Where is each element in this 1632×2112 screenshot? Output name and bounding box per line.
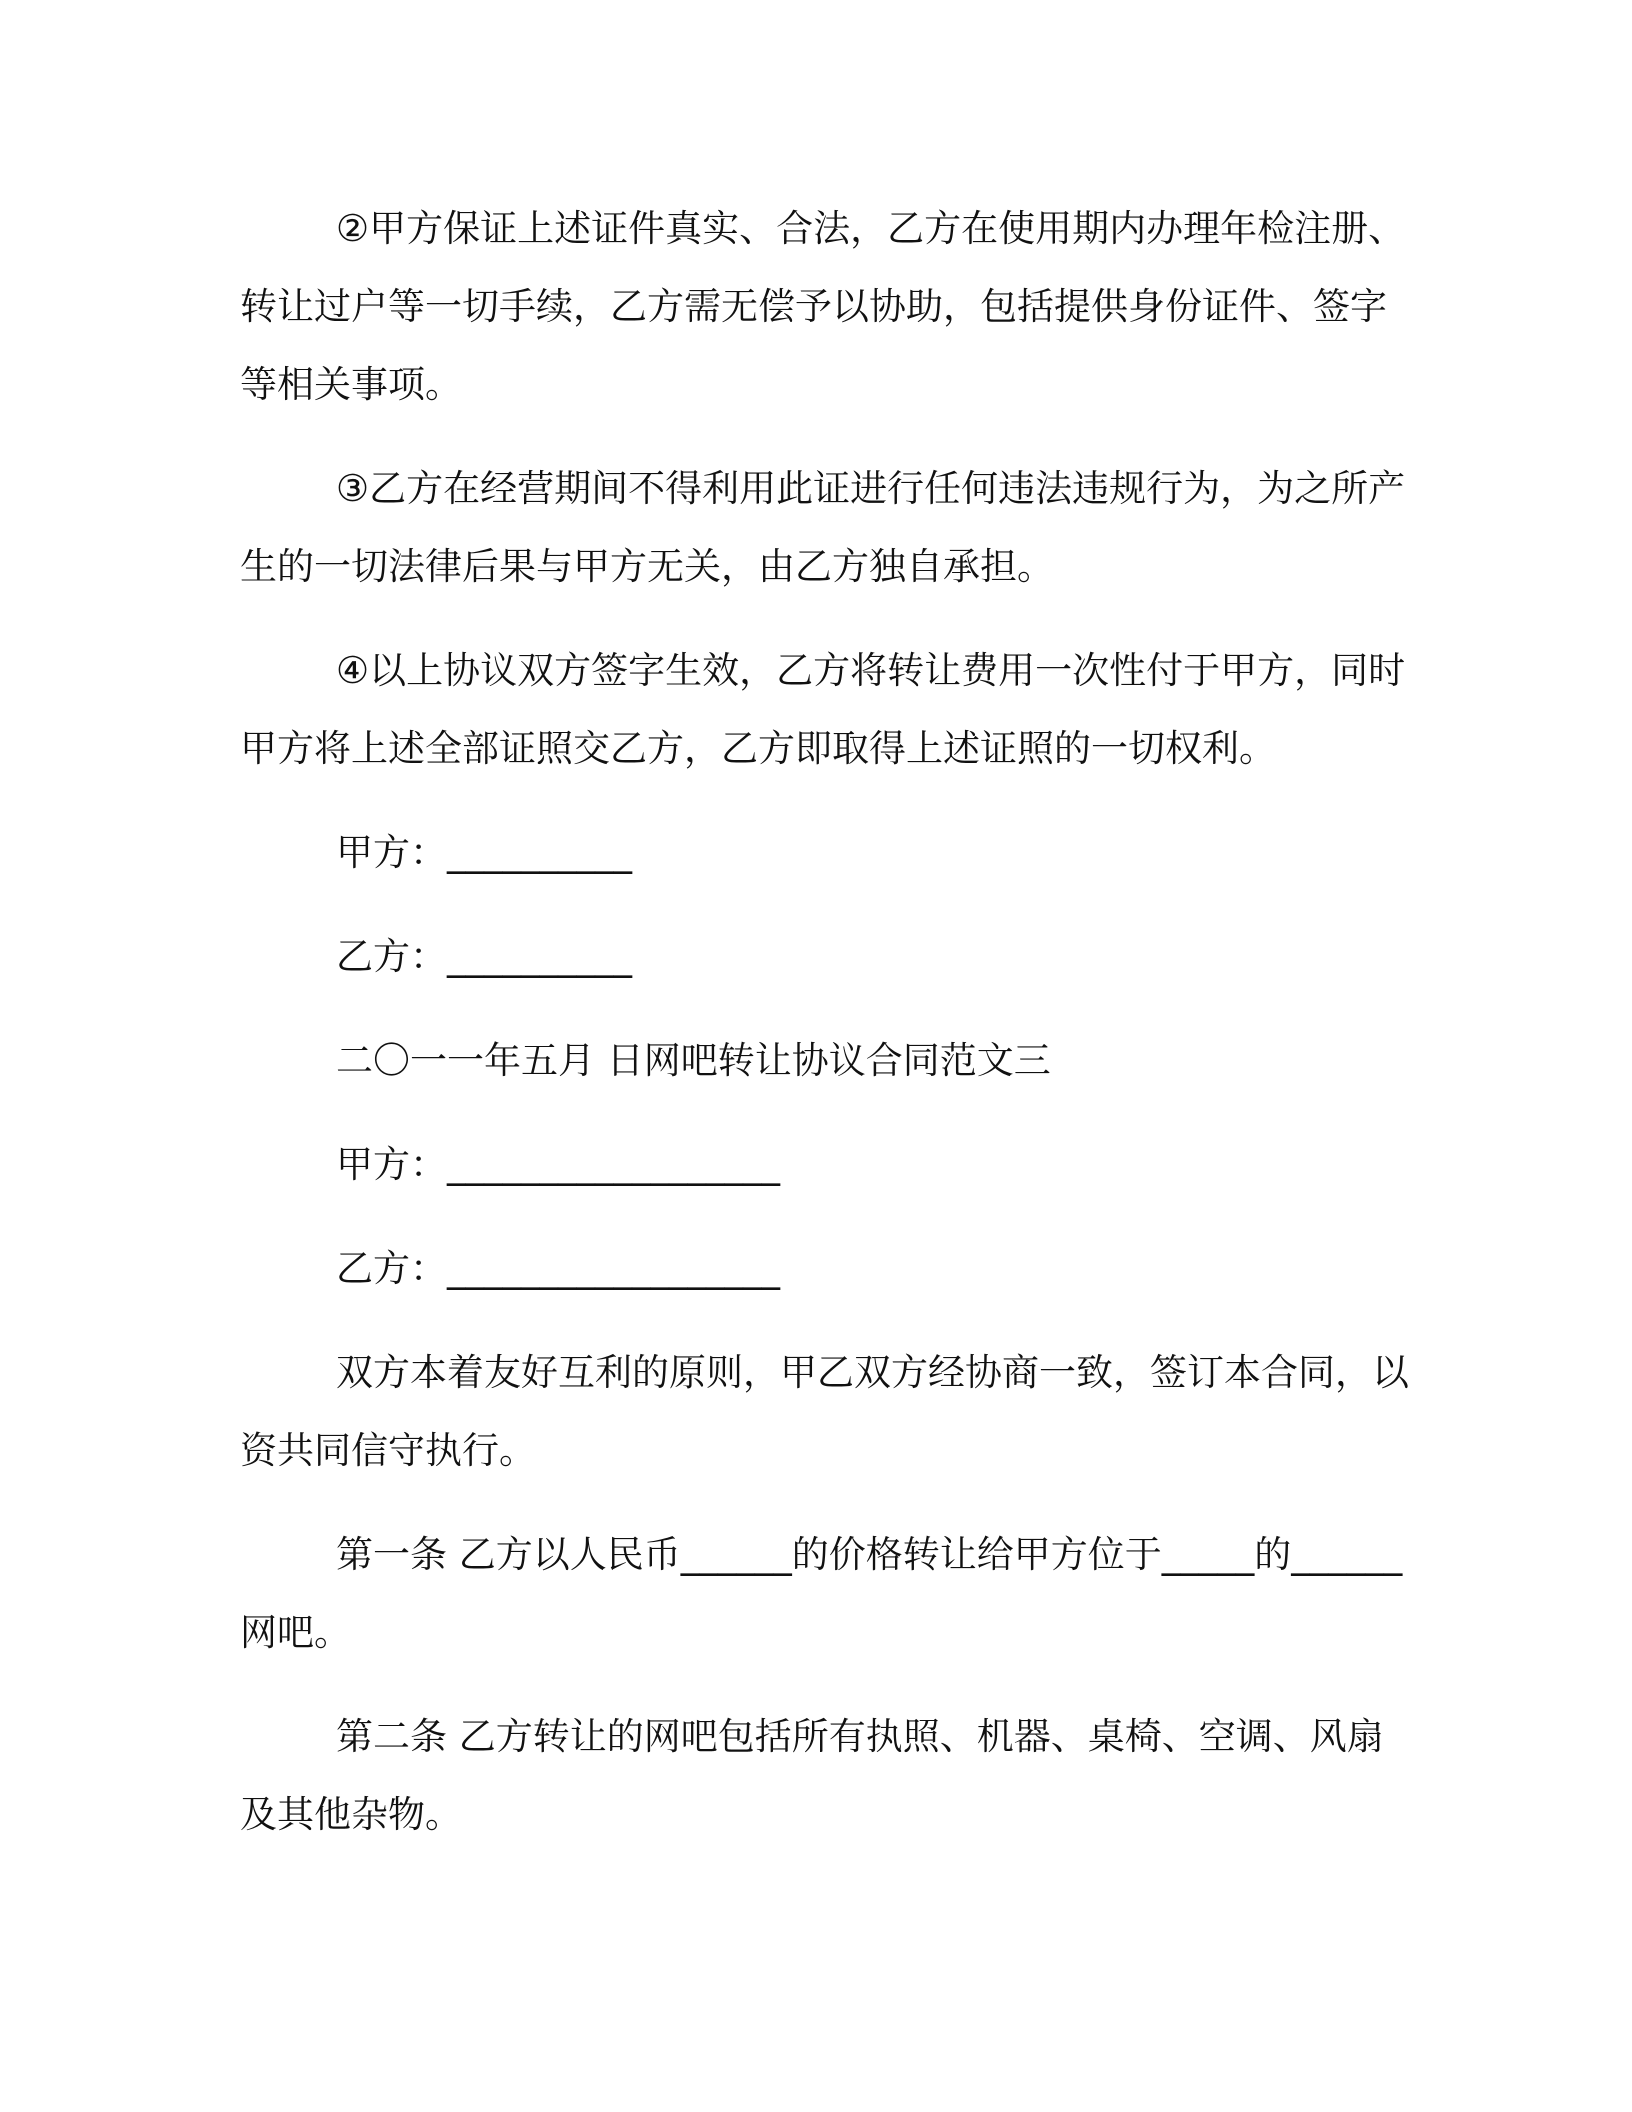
signature-line: 乙方：__________________ bbox=[336, 1247, 780, 1290]
signature-party-b bbox=[240, 918, 1410, 996]
paragraph-text: ④以上协议双方签字生效，乙方将转让费用一次性付于甲方，同时甲方将上述全部证照交乙方，乙方即取得上述证照的一切权利。 bbox=[240, 649, 1406, 770]
signature-line: 乙方：__________ bbox=[336, 935, 632, 978]
paragraph-clause-3 bbox=[240, 450, 1410, 606]
paragraph-preamble bbox=[240, 1334, 1410, 1490]
paragraph-text: ③乙方在经营期间不得利用此证进行任何违法违规行为，为之所产生的一切法律后果与甲方无关，由乙方独自承担。 bbox=[240, 467, 1406, 588]
signature-party-a-second bbox=[240, 1126, 1410, 1204]
paragraph-text: ②甲方保证上述证件真实、合法，乙方在使用期内办理年检注册、转让过户等一切手续，乙方需无偿予以协助，包括提供身份证件、签字等相关事项。 bbox=[240, 207, 1406, 406]
document-body bbox=[240, 190, 1410, 1880]
date-title-text: 二〇一一年五月 日网吧转让协议合同范文三 bbox=[336, 1039, 1051, 1082]
paragraph-clause-4 bbox=[240, 632, 1410, 788]
signature-line: 甲方：__________ bbox=[336, 831, 632, 874]
paragraph-text: 第一条 乙方以人民币______的价格转让给甲方位于_____的______网吧。 bbox=[240, 1533, 1403, 1654]
signature-party-a bbox=[240, 814, 1410, 892]
signature-line: 甲方：__________________ bbox=[336, 1143, 780, 1186]
signature-party-b-second bbox=[240, 1230, 1410, 1308]
paragraph-article-2 bbox=[240, 1698, 1410, 1854]
paragraph-clause-2 bbox=[240, 190, 1410, 424]
date-and-title-line bbox=[240, 1022, 1410, 1100]
paragraph-article-1 bbox=[240, 1516, 1410, 1672]
paragraph-text: 第二条 乙方转让的网吧包括所有执照、机器、桌椅、空调、风扇及其他杂物。 bbox=[240, 1715, 1384, 1836]
paragraph-text: 双方本着友好互利的原则，甲乙双方经协商一致，签订本合同，以资共同信守执行。 bbox=[240, 1351, 1409, 1472]
